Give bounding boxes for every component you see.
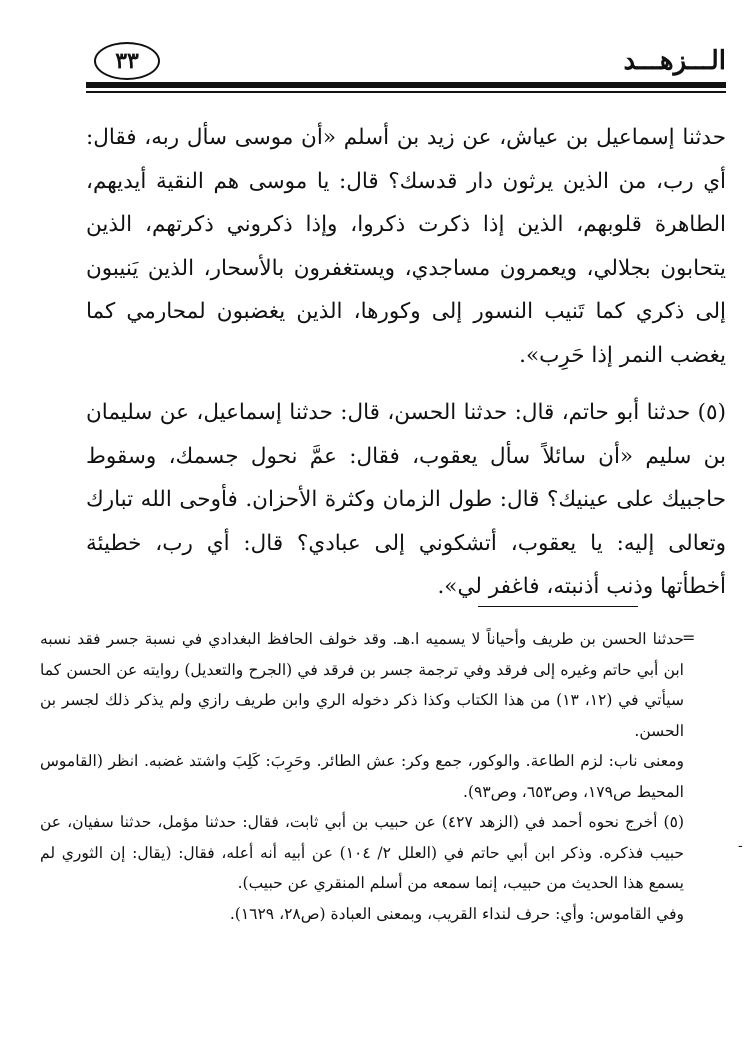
page-edge-mark: - (738, 838, 743, 854)
page-header (86, 36, 726, 96)
running-title: الـــزهـــد (623, 46, 726, 76)
footnote-1: حدثنا الحسن بن طريف وأحياناً لا يسميه ا.هـ. وقد خولف الحافظ البغدادي في نسبة جسر فقد نسبه ابن أبي حاتم وغيره إلى فرقد وفي ترجمة جسر بن فرقد في (الجرح والتعديل) روايته عن الحسن كما سيأتي في (١٢، ١٣) من هذا الكتاب وكذا ذكر دخوله الري وابن طريف رازي ولم يذكر ذلك لجسر بن الحسن. (40, 630, 684, 740)
footnote-2: ومعنى ناب: لزم الطاعة. والوكور، جمع وكر: عش الطائر. وحَرِبَ: كَلِبَ واشتد غضبه. انظر (القاموس المحيط ص١٧٩، وص٦٥٣، وص٩٣). (40, 752, 684, 801)
page-number-badge (94, 42, 160, 80)
header-rule-thick (86, 82, 726, 88)
footnote-4: وفي القاموس: وأي: حرف لنداء القريب، وبمعنى العبادة (ص٢٨، ١٦٢٩). (229, 904, 684, 923)
footnote-continuation-mark: = (682, 628, 696, 647)
paragraph-2: (٥) حدثنا أبو حاتم، قال: حدثنا الحسن، قال: حدثنا إسماعيل، عن سليمان بن سليم «أن سائلاً سأل يعقوب، فقال: عمَّ نحول جسمك، وسقوط حاجبيك على عينيك؟ قال: طول الزمان وكثرة الأحزان. فأوحى الله تبارك وتعالى إليه: يا يعقوب، أتشكوني إلى عبادي؟ قال: أي رب، خطيئة أخطأتها وذنب أذنبته، فاغفر لي». (86, 400, 726, 599)
footnote-3: (٥) أخرج نحوه أحمد في (الزهد ٤٢٧) عن حبيب بن أبي ثابت، فقال: حدثنا مؤمل، حدثنا سفيان، عن حبيب فذكره. وذكر ابن أبي حاتم في (العلل ٢/ ١٠٤) عن أبيه أنه أعله، فقال: (يقال: إن الثوري لم يسمع هذا الحديث من حبيب، إنما سمعه من أسلم المنقري عن حبيب). (40, 813, 684, 892)
page-number: ٣٣ (115, 48, 139, 74)
main-text (86, 116, 726, 609)
paragraph-1: حدثنا إسماعيل بن عياش، عن زيد بن أسلم «أن موسى سأل ربه، فقال: أي رب، من الذين يرثون دار قدسك؟ قال: يا موسى هم النقية أيديهم، الطاهرة قلوبهم، الذين إذا ذكرت ذكروا، وإذا ذكروني ذكرتهم، الذين يتحابون بجلالي، ويعمرون مساجدي، ويستغفرون بالأسحار، الذين يَنيبون إلى ذكري كما تَنيب النسور إلى وكورها، الذين يغضبون لمحارمي كما يغضب النمر إذا حَرِب». (86, 125, 726, 368)
footnote-separator (478, 606, 638, 607)
footnotes (40, 624, 684, 929)
header-rule-thin (86, 91, 726, 93)
